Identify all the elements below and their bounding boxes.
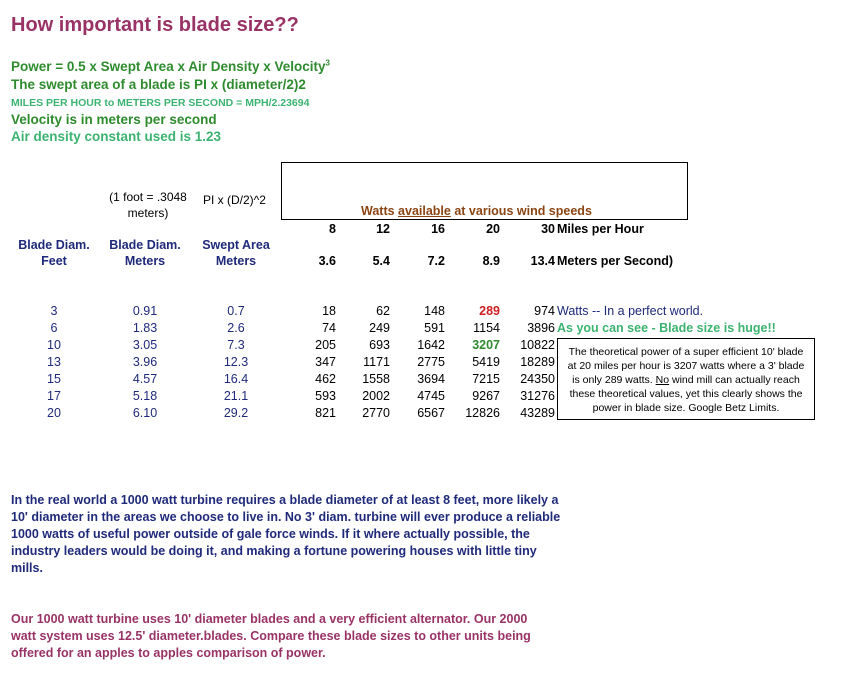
callout-line [558,373,814,387]
watts-cell: 24350 [520,372,555,386]
callout-text: is only 289 watts. [572,374,656,386]
header-swept-area: Swept Area Meters [202,238,270,268]
watts-cell: 3694 [417,372,445,386]
foot-conversion-note: (1 foot = .3048 meters) [109,190,187,220]
mph-header: 30 [541,222,555,236]
power-formula [11,59,330,74]
watts-cell: 4745 [417,389,445,403]
blade-meters-cell: 0.91 [132,304,158,318]
watts-cell: 31276 [520,389,555,403]
our-turbine-paragraph: Our 1000 watt turbine uses 10' diameter blades and a very efficient alternator. Our 2000 watt system uses 12.5' diameter.blades. Compare these blade sizes to other units being offered for an apples to apples comparison of power. [11,612,531,660]
callout-line: these theoretical values, yet this clearly shows the [569,388,803,400]
mph-header: 8 [329,222,336,236]
watts-cell: 12826 [465,406,500,420]
mph-header: 12 [376,222,390,236]
watts-cell: 1642 [417,338,445,352]
perfect-world-note: Watts -- In a perfect world. [557,304,704,318]
watts-cell: 821 [315,406,336,420]
callout-line: power in blade size. Google Betz Limits. [592,402,780,414]
watts-cell: 6567 [417,406,445,420]
mph-header: 20 [486,222,500,236]
watts-cell: 74 [322,321,336,335]
blade-meters-cell: 3.05 [132,338,158,352]
watts-cell: 462 [315,372,336,386]
watts-cell: 7215 [472,372,500,386]
blade-feet-cell: 6 [50,321,58,335]
watts-cell: 693 [369,338,390,352]
blade-size-huge-note: As you can see - Blade size is huge!! [557,321,776,335]
blade-feet-cell: 20 [47,406,61,420]
air-density-note: Air density constant used is 1.23 [11,129,222,144]
watts-cell: 10822 [520,338,555,352]
watts-cell: 974 [534,304,555,318]
swept-area-cell: 21.1 [223,389,249,403]
mps-header: 3.6 [318,254,336,268]
watts-title-pre: Watts [361,204,399,218]
swept-area-formula: The swept area of a blade is PI x (diameter/2)2 [11,77,306,92]
watts-title-underlined: available [398,204,451,218]
watts-cell: 43289 [520,406,555,420]
callout-underlined: No [655,374,670,386]
swept-area-cell: 16.4 [223,372,249,386]
callout-line: The theoretical power of a super efficient 10' blade [568,346,804,358]
swept-area-cell: 12.3 [223,355,249,369]
blade-feet-cell: 15 [47,372,61,386]
blade-feet-cell: 13 [47,355,61,369]
mps-unit-label: Meters per Second) [557,254,674,268]
watts-available-title [361,204,592,218]
blade-feet-cell: 3 [50,304,58,318]
watts-cell: 2770 [362,406,390,420]
blade-meters-cell: 6.10 [132,406,158,420]
header-blade-meters: Blade Diam. Meters [109,238,181,268]
mps-header: 7.2 [427,254,445,268]
watts-cell: 5419 [472,355,500,369]
blade-meters-cell: 5.18 [132,389,158,403]
blade-feet-cell: 17 [47,389,61,403]
watts-title-post: at various wind speeds [450,204,592,218]
mph-unit-label: Miles per Hour [557,222,644,236]
swept-area-cell: 2.6 [227,321,245,335]
watts-cell: 62 [376,304,390,318]
swept-area-cell: 0.7 [227,304,245,318]
blade-meters-cell: 4.57 [132,372,158,386]
velocity-note: Velocity is in meters per second [11,112,217,127]
blade-meters-cell: 3.96 [132,355,158,369]
watts-cell: 148 [424,304,445,318]
mph-header: 16 [431,222,445,236]
mps-header: 5.4 [372,254,390,268]
watts-cell: 1171 [363,355,390,369]
watts-cell: 1154 [473,321,500,335]
power-formula-text: Power = 0.5 x Swept Area x Air Density x Velocity [11,59,326,74]
watts-cell: 9267 [472,389,500,403]
watts-cell: 2775 [417,355,445,369]
watts-cell: 347 [315,355,336,369]
watts-cell: 1558 [362,372,390,386]
watts-cell: 249 [369,321,390,335]
callout-text: wind mill can actually reach [669,374,800,386]
watts-cell: 591 [424,321,445,335]
blade-feet-cell: 10 [47,338,61,352]
real-world-paragraph: In the real world a 1000 watt turbine requires a blade diameter of at least 8 feet, more likely a 10' diameter in the areas we choose to live in. No 3' diam. turbine will ever produce a reliable 1000 watts of useful power outside of gale force winds. If it where actually possible, the industry leaders would be doing it, and making a fortune powering houses with little tiny mills. [11,493,561,575]
explanation-callout [557,338,815,420]
watts-cell: 593 [315,389,336,403]
watts-cell: 18 [322,304,336,318]
swept-area-cell: 7.3 [227,338,245,352]
page-title: How important is blade size?? [11,14,299,36]
header-blade-feet: Blade Diam. Feet [18,238,90,268]
watts-cell: 3896 [527,321,555,335]
mph-conversion: MILES PER HOUR to METERS PER SECOND = MPH/2.23694 [11,97,310,109]
power-exponent: 3 [325,58,330,68]
swept-area-cell: 29.2 [223,406,249,420]
watts-cell: 2002 [362,389,390,403]
watts-cell: 205 [315,338,336,352]
callout-line: at 20 miles per hour is 3207 watts where a 3' blade [567,360,805,372]
watts-cell: 18289 [520,355,555,369]
pi-formula-note: PI x (D/2)^2 [203,193,266,207]
watts-cell: 3207 [472,338,500,352]
mps-header: 13.4 [530,254,555,268]
watts-cell: 289 [479,304,500,318]
blade-meters-cell: 1.83 [132,321,158,335]
mps-header: 8.9 [482,254,500,268]
